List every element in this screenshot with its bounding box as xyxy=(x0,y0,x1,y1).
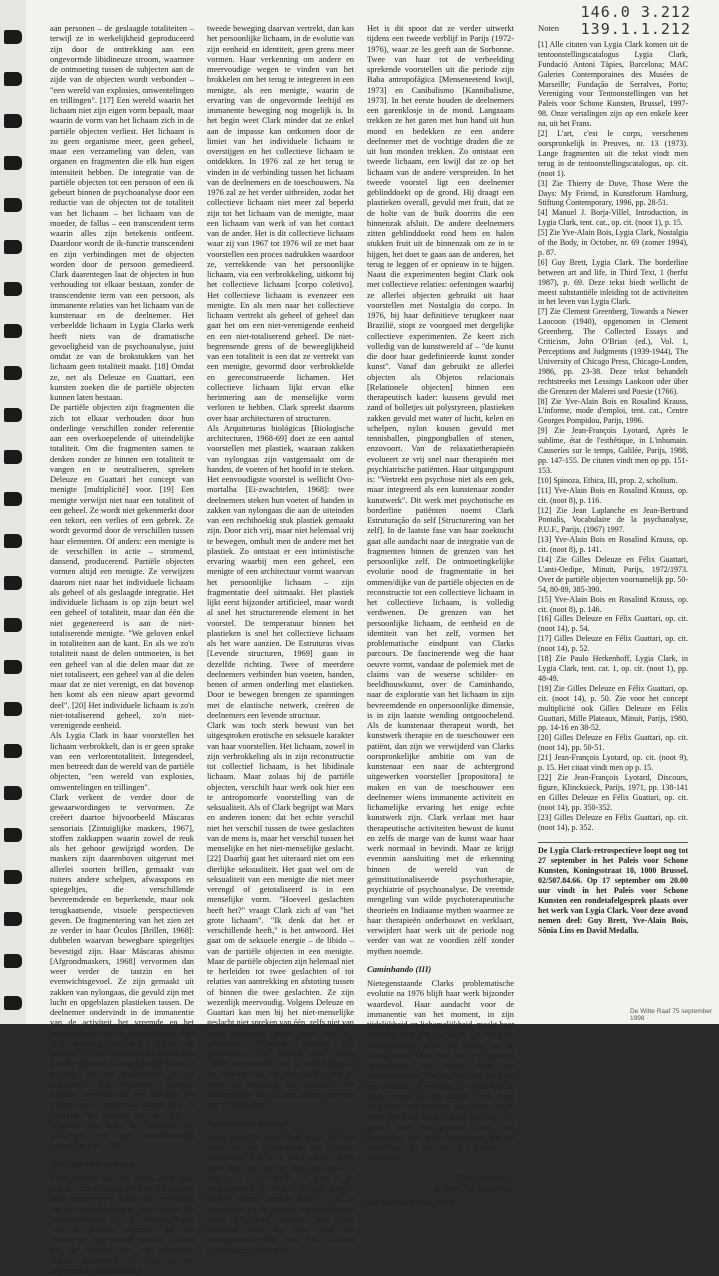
text-column-1 xyxy=(50,24,194,1276)
binding-ring xyxy=(4,198,22,212)
footnote: [9] Zie Jean-François Lyotard, Après le sublime, état de l'esthétique, in L'inhumain. Causeries sur le temps, Galilée, Parijs, 1988, pp. 147-155. De citaten vindt men op pp. 151-153. xyxy=(538,426,688,475)
section-heading: Caminhando (III) xyxy=(367,963,432,974)
exhibition-info: De Lygia Clark-retrospectieve loopt nog tot 27 september in het Paleis voor Schone Kunsten, Koningsstraat 10, 1000 Brussel, 02/507.84.66. Op 17 september om 20.00 uur vindt in het Paleis voor Schone Kunsten een rondetafelgesprek plaats over het werk van Lygia Clark. Voor deze avond nemen deel: Guy Brett, Yve-Alain Bois, Sônia Lins en David Medalla. xyxy=(538,842,688,935)
paragraph: Nietegenstaande Clarks problematische evolutie na 1976 blijft haar werk bijzonder waardevol. Haar aandacht voor de immanentie van het moment, in zijn tijdelijkheid en lichamelijkheid, maakt haar gevoelig voor het vluchtige. Dit komt op exemplarische wijze tot uiting in de Caminhando. Deze doet ons een fragment oppeschorte tijd vatten. Alsof de onneersmoedare vluchtigheid van een gest, een schikking of een toon, de totaliteit in de kiem smoort. En dat, schrijft Clark, moet men "niet veel vergeefs waarnemen om te leren leven op basis van het precaire. Hij gevoel voor het precaire moet men absorberen om in de immanentie van de handeling de zin van het bestaan te ontdekken". xyxy=(367,979,514,1163)
footnote: [21] Jean-François Lyotard, op. cit. (noot 9), p. 15. Het citaat vindt men op p. 15. xyxy=(538,753,688,773)
paragraph: Clark begrijpt dat men verder moet gaan dan de verbrokkeling, dat men het lichaam moet reconstrueren, zonder de vernietiging van de verbrokkeling te laten vallen. De verworvenheden zijn de verbrokkelingen van de partiële objecten, die het immanente, ongevormde van het lichaam aan de ervaring van het collectieve lichaam doorgeven. Als Clark na een ongevormde verbrokkeling xyxy=(50,1173,194,1275)
footnote: [14] Zie Gilles Deleuze en Félix Guattari, L'anti-Oedipe, Minuit, Parijs, 1972/1973. Over de partiële objecten voornamelijk pp. 50-54, 80-89, 385-390. xyxy=(538,555,688,594)
footnote: [23] Gilles Deleuze en Félix Guattari, op. cit. (noot 14), p. 352. xyxy=(538,812,688,832)
paragraph: Clark verkent de verder door de gewaarwordingen te vervormen. Ze creëert daartoe bijvoorbeeld Máscaras sensoriais [Zintuiglijke maskers, 1967], stoffen zakkappen waarin zowel de reuk als het gehoor gewijzigd worden. De maskers zijn daarenboven uitgerust met allerlei soorten brillen, gemaakt van ruiters andere schelpen, afwasspons en spiegeltjes, die verschillende bevreemdende en beperkende, maar ook terugkaatsende, visuele perspectieven geven. De fragmentering van het zien zet ze verder in haar Óculos [Brillen, 1968]: dubbelen waarvan bewegbare spiegeltjes bevestigd zijn. Haar Máscaras abismo [Afgrondmaskers, 1968] vervormen dan weer verder de tastzin en het evenwichtsgevoel. Ze zijn gemaakt uit zakken van nylongaas, die gevuld zijn met lucht en opgeblazen plastieken tassen. De deelnemer ondervindt in de immanentie van de activiteit het vreemde en het bevreemdende van de ruimtelijkheid. Het is de ervaring van wat het lichaam als menigte, als niet-totaliseerbaar geheel van partiële objecten. En tegelijkertijd is het de ervaring van het ongevormde of het immanente. Het immanente waarvan Lyotard vermoedt dat het welzijns het 'eigene' van de mens zou kunnen zijn, en waarvan "het volstaat om het niet te vergeten om zicht te verzetten en, misschien, om niet onrechtvaardig [injuste] te zijn". [21] xyxy=(50,792,194,1151)
footnote: [12] Zie Jean Laplanche en Jean-Bertrand Pontalis, Vocabulaire de la psychanalyse, P.U.F., Parijs, (1967) 1997. xyxy=(538,505,688,535)
binding-ring xyxy=(4,282,22,296)
footnote: [18] Zie Paulo Herkenhoff, Lygia Clark, in Lygia Clark, tent. cat. 1, op. cit. (noot 1), pp. 48-49. xyxy=(538,654,688,683)
binding-ring xyxy=(4,912,22,926)
text-column-3 xyxy=(367,24,514,1208)
paragraph: Clark was toch sterk bewust van het uitgesproken erotische en seksuele karakter van haar voorstellen. Het lichaam, zowel in zijn verbrokkeling als in zijn reconstructie tot collectief lichaam, is het libidinale lichaam. Maar zolaas bij de partiële objecten, verschilt haar werk ook hier een te antropomorfe voorstelling van de seksualiteit. Als of Clark begrijpt wat Marx en anderen tonen: dat het echte verschil niet het verschil tussen de twee geslachten van de mens is, maar het verschil tussen het menselijke en het niet-menselijke geslacht. [22] Daarbij gaat het uiteraard niet om een dierlijke seksualiteit. Het gaat wel om de seksualiteit van een menigte die niet meer verengd of getotaliseerd is in een menselijke vorm. "Hoeveel geslachten heeft het?" vraagt Clark zich af van "het grote lichaam". "Ik denk dat het er verschillende heeft," is het antwoord. Het gaat om de seksuele energie – de libido – van de partiële objecten in een menigte. Maar de partiële objecten zijn helemaal niet te herleiden tot twee geslachten of tot relaties van aantrekking en afstoting tussen of binnen die twee geslachten. Ze zijn wezenlijk meervoudig. Volgens Deleuze en Guattari kan men bij het niet-menselijke geslacht niet spreken van één, zelfs niet van twee geslachten, maar enkel van n... geslachten. "Vandaar" iedereen zijn geslachten". [23] Telkens weer leiden Clarks experimenten tot de ontdekking en de ervaring van het onmenselijke dat de mens zo menselijk zou maken – het onmenselijke dat we niet mogen vergeten om te herinneren. xyxy=(207,721,354,1110)
paragraph: Begin jaren '70 komt Clark enige tijd niet meer tot het formuleren van nieuwe voorstellen. Wat er in 1960 schrijft, geldt meer dan ooit: "Ik ben moe. Het leven is lang ... [...] De liefde, ze gaat in de werkwoorden. Ik denk/ik denk/ik denk/ik denk/je willen / denk/je denk/je ... ik en geschreven uit de periode van Pensamento mudo [Zwijgend denken] gaat haar aandacht meer en meer naar het zintuigoverschrijden van het lichaam [fantasmática do corpo]. xyxy=(207,1132,354,1255)
binding-ring xyxy=(4,492,22,506)
footnote: [11] Yve-Alain Bois en Rosalind Krauss, op. cit. (noot 8), p. 116. xyxy=(538,485,688,505)
notes-list xyxy=(538,40,688,833)
binding-ring xyxy=(4,828,22,842)
binding-ring xyxy=(4,366,22,380)
binding-ring xyxy=(4,660,22,674)
author-signature xyxy=(367,1174,514,1194)
acknowledgement: Met dank aan Herman Parret xyxy=(367,1197,455,1207)
binding-ring xyxy=(4,744,22,758)
binding-ring xyxy=(4,954,22,968)
handwritten-line-2: 139.1.1.212 xyxy=(580,20,691,38)
footnote: [2] L'art, c'est le corps, verschenen oorspronkelijk in Preuves, nr. 13 (1973). Lange fragmenten uit die tekst vindt men terug in de tentoonstellingscatalogus, op. cit. (noot 1). xyxy=(538,129,688,178)
section-heading: Het collectieve lichaam xyxy=(50,1158,135,1169)
binding-ring xyxy=(4,156,22,170)
binding-ring xyxy=(4,240,22,254)
paragraph: Als Lygia Clark in haar voorstellen het lichaam verbrokkelt, dan is er geen sprake van een verlorentotaliteit. Integendeel, men betreedt dan de wereld van de partiële objecten, "een wereld van explosies, omwentelingen en trillingen". xyxy=(50,731,194,792)
notes-title: Noten xyxy=(538,23,560,33)
author-name-1: Hilde Van Gelder xyxy=(456,1173,514,1183)
footnote: [7] Zie Clement Greenberg, Towards a Newer Laocoon (1940), opgenomen in Clement Greenberg. The Collected Essays and Criticism, John O'Brian (ed.), Vol. 1, Perceptions and Judgments (1939-1944), The University of Chicago Press, Chicago-Londen, 1986, pp. 23-38. Deze tekst behandelt rechtstreeks met Lessings Laokoon oder über die Grenzen der Malerei und Poesie (1766). xyxy=(538,307,688,396)
footnote: [20] Gilles Deleuze en Félix Guattari, op. cit. (noot 14), pp. 50-51. xyxy=(538,733,688,753)
binding-ring xyxy=(4,870,22,884)
binding-ring xyxy=(4,618,22,632)
binding-ring xyxy=(4,324,22,338)
binding-ring xyxy=(4,996,22,1010)
notes-column xyxy=(538,24,688,936)
page-footer: De Witte Raaf 75 september 1998 xyxy=(630,1008,713,1022)
binding-ring xyxy=(4,450,22,464)
binding-ring xyxy=(4,534,22,548)
footnote: [19] Zie Gilles Deleuze en Félix Guattari, op. cit. (noot 14), p. 50. Zie voor het concept multiplicité ook Gilles Deleuze en Félix Guattari, Mille Plateaux, Minuit, Parijs, 1980, pp. 14-16 en 38-52. xyxy=(538,683,688,733)
paragraph: Het is dit spoor dat ze verder uitwerkt tijdens een tweede verblijf in Parijs (1972-1976), waar ze les geeft aan de Sorbonne. Twee van haar tot de verbeelding sprekende voorstellen uit die periode zijn Baba antropofágica [Menseneetend kwijl, 1973] en Canibalismo [Kannibalisme, 1973]. In het eerste houden de deelnemers een garenklosje in de mond. Langzaam trekken ze het garen met hun hand uit hun mond en bedekken ze een andere deelnemer met de vochtige draden die ze uit hun monden trekken. Zo ontstaat een tweede lichaam, een kwijl dat ze op het lichaam van de andere verspreiden. In het tweede voorstel ligt een deelnemer geblinddoekt op de grond. Hij draagt een plastieken overall, gevuld met fruit, dat ze de holte van de buik doorrits die een binnenzak afsluit. De andere deelnemers zitten geblinddoekt rond hem en halen stukken fruit uit de binnenzak om ze in te hijgen, het doet te gaan aan de anderen, het terug te leggen of er opnieuw in te hijgen. Naast die experimenten begint Clark ook met collectieve relaties: oefeningen waarbij ze allerlei objecten gebruikt uit haar voorstellen met Nostalgia do corpo. In 1976, bij haar definitieve terugkeer naar Brazilië, stopt ze voorgoed met dergelijke collectieve experimenten. Ze keert zich volledig van de kunstwereld af – "de kunst die door haar gedefinieerde kunst zonder kunst". Vanaf dan gebruikt ze allerlei objecten als Objetos relacionais [Relationele objecten] binnen een therapeutisch kader: kussens gevuld met zand of bolletjes uit polystyreen, plastieken zakken gevuld met water of lucht, kelen en schelpen, nylon kousen gevuld met tennisballen, pingpongballen of stenen, enzovoort. Van de relaxatietherapieën evolueert ze vrij snel naar therapieën met psychiatrische patiënten. Haar uitgangspunt is: "Vertrekt een psychose niet als een gek, maar integreerd als een kunstenaar zonder kunstwerk". Dit werk met psychotische en borderline patiënten noemt Clark Estruturação do self [Structurering van het zelf]. In de laatste fase van haar zoektocht gaat alle aandacht naar de integratie van de fragmenten binnen de grenzen van het persoonlijke zelf. De ontmoetingkelijke evolutie nood de fragmentatie in het ommen/dijke van de partiële objecten en de reconstructie tot een collectieve lichaam in het collectieve lichaam, is volledig verdwenen. De grenzen van het persoonlijke lichaam, de eenheid en de identiteit van het zelf, vormen het problematische eindpunt van Clarks parcours. De fascinerende weg die haar oeuvre vormt, vandaar de polemiek met de claims van de weserse schilder- en beeldhouwkunst, over de Caminhando, naar de exploratie van het lichaam in zijn bevreemdende en onpersoonlijke dimensie, is in zijn laatste wending ontgoochelend. Als de kunstenaar therapeut wordt, het kunstwerk therapie en de toeschouwer een patiënt, dan zijn we verwijderd van Clarks oorspronkelijke ambitie om van de kunstenaar een naar de achtergrond uitgewerken voorsteller [propositora] te maken en van de toeschouwer een deelnemer wiens immanente activiteit en lichamelijke ervaring het enige echte kunstwerk zijn. Clark verlaat met haar therapeutische activiteiten bewust de kunst en zelfs de marge van de kunst waar haar werk normaal in bevindt. Maar ze krijgt evenmin aansluiting met de erkenning binnen de wereld van de geinstitutionaliseerde psychotherapie, psychiatrie of psychoanalyse. De vreemde mengeling van wilde psychoterapeutische theorieën en Indiaanse mythen waarmee ze haar therapieën onderbouwt en verklaart, verwijdert haar werk uit de periode nog verder van wat ze voordien zélf zonder mythen noemde. xyxy=(367,24,514,956)
binding-ring xyxy=(4,786,22,800)
footnote: [5] Zie Yve-Alain Bois, Lygia Clark, Nostalgia of the Body, in October, nr. 69 (zomer 1994), p. 87. xyxy=(538,228,688,257)
author-name-2: & Pieter Van Reybrouck xyxy=(433,1183,514,1193)
footnote: [15] Yve-Alain Bois en Rosalind Krauss, op. cit. (noot 8), p. 146. xyxy=(538,594,688,614)
section-heading: Fantasmática do corpo xyxy=(207,1117,289,1128)
paragraph: Als Arquiteturas biológicas [Biologische architecturen, 1968-69] doet ze een aantal voorstellen met plastiek, waaraan zakken van nylongaas zijn vastgemaakt om de handen, de voeten of het hoofd in te steken. Het eenvoudigste voorstel is wellicht Ovo-mortalha [Ei-zwachtelen, 1968]: twee deelnemers steken hun voeten of handen in zakken van nylongaas die aan de uiteinden van een rechthoekig stuk plastiek gemaakt zijn. Door zich vrij, maar niet helemaal vrij te bewegen, omhult men de andere met het plastiek. Zo ontstaat er een intimistische ervaring waarbij men een geheel, een menigte of een architectuur vormt waarvan het persoonlijke lichaam – zijn fragmentatie deel uitmaakt. Het plastiek lijkt eerst bijzonder artificieel, maar wordt al snel het structurerende element in het voorstel. De temperatuur binnen het plastieken is snel het collectieve lichaam als het ware aanzien. De Estruturas vivas [Levende structuren, 1969] gaan in dezelfde richting. Twee of meerdere deelnemers verbinden hun voeten, handen, benen of armen onderling met elastieken. Door te bewegen brengen ze spanningen met de elastische netwerk, creëren de deelnemers een levende structuur. xyxy=(207,423,354,720)
footnote: [8] Zie Yve-Alain Bois en Rosalind Krauss, L'informe, mode d'emploi, tent. cat., Centre Georges Pompidou, Parijs, 1996. xyxy=(538,396,688,426)
footnote: [13] Yve-Alain Bois en Rosalind Krauss, op. cit. (noot 8), p. 141. xyxy=(538,535,688,555)
binding-ring xyxy=(4,702,22,716)
footnote: [4] Manuel J. Borja-Villel, Introduction, in Lygia Clark, tent. cat., op. cit. (noot 1), p. 15. xyxy=(538,208,688,228)
footnote: [17] Gilles Deleuze en Félix Guattari, op. cit. (noot 14), p. 52. xyxy=(538,634,688,654)
footnote: [10] Spinoza, Ethica, III, prop. 2, scholium. xyxy=(538,475,678,485)
footnote: [1] Alle citaten van Lygia Clark komen uit de tentoonstellingscatalogus Lygia Clark, Fundació Antoni Tàpies, Barcelona; MAC Galeries Contemporaines des Musées de Marseille; Fundação de Serralves, Porto; Vereniging voor Tentoonstellingen van het Paleis voor Schone Kunsten, Brussel, 1997-98. Onze vertalingen zijn op een enkele keer na, uit het Frans. xyxy=(538,39,688,129)
footnote: [22] Zie Jean-François Lyotard, Discours, figure, Klincksieck, Parijs, 1971, pp. 138-141 en Gilles Deleuze en Félix Guattari, op. cit. (noot 14), pp. 350-352. xyxy=(538,772,688,812)
paragraph: aan personen – de geslaagde totaliteiten – terwijl ze in werkelijkheid geproduceerd zijn door de onttrekking aan een ongevormde libidineuze stroom, waarmee de ontmoeting tussen de subjecten aan de zijde van de objecten wordt verbonden – "een wereld van explosies, omwentelingen en trillingen". [17] Een wereld waarin het lichaam niet zijn eigen vorm bepaalt, maar waarin de vorm van het lichaam zich in de partiële objecten verliest. Het lichaam is zo geen organisme meer, geen geheel, maar een verzameling van delen, van organen en fragmenten die elk hun eigen intensiteit hebben. De integratie van de partiële objecten tot een persoon of een ik gebeurt binnen de psychoanalyse door een reductie van de objecten tot de totaliteit van het lichaam – het lichaam van de moeder, de fallus – een transcendent term waarin alles zijn betekenis ontleent. Daardoor wordt de ik-functie transcendent en zijn verbindingen met de objecten worden door de persoon gemedieerd. Clark daarentegen laat de objecten in hun verhouding tot elkaar bestaan, zonder de transcendente term van een persoon, als immanente relaties van het lichaam van de kunstenaar en de deelnemer. Het verbeeldde lichaam in Lygia Clarks werk heeft niets van de dramatische gevoeligheid van de psychoanalyse, juist omdat ze van de brokstukken van het lichaam geen totaliteit maakt. [18] Omdat ze, net als Deleuze en Guattari, een kunsten zoeken die de partiële objecten kunnen laten bestaan. xyxy=(50,24,194,402)
paragraph: De partiële objecten zijn fragmenten die zich tot elkaar verhouden door hun onderlinge verschillen zonder referentie aan een overkoepelende of uiteindelijke totaliteit. Om die fragmenten samen te denken zonder ze binnen een totaliteit te vangen en te neutraliseren, spreken Deleuze en Guattari het concept van menigte [multiplicité] voor. [19] Een menigte verwijst niet naar een totaliteit of een geheel. Ze wordt niet gekenmerkt door een tekort, een verlies of een gebrek. Ze wordt gevormd door de verschillen tussen haar elementen. Of anders: een menigte is de verschillen in actie – stromend, dansend, producerend. Partiële objecten vormen altijd een menigte. Ze verwijzen daarom niet naar het individuele lichaam als geheel of als geslaagde integratie. Het individuele lichaam is op zijn beurt wel een geheel of totaliteit, maar dan één die niet gegenereerd is aan de niet-totaliserende menigte. "We geloven enkel in totaliteiten aan de kant. En als we zo'n totaliteit naast de delen ontmoeten, is het een geheel van al die delen maar dat ze niet totaliseert, een geheel van al die delen maar dat ze niet verenigt, en dat bovenop hen komt als een nieuw apart gevormd deel". [20] Het individuele lichaam is zo'n niet-totaliserend geheel, zo'n niet-verenigende eenheid. xyxy=(50,403,194,730)
binding-ring xyxy=(4,408,22,422)
footnote: [6] Guy Brett, Lygia Clark. The borderline between art and life, in Third Text, 1 (herfst 1987), p. 69. Deze tekst biedt wellicht de meest substantiële inleiding tot de activiteiten in het leven van Lygia Clark. xyxy=(538,257,688,307)
paragraph: tweede beweging daarvan vertrekt, dan kan het persoonlijke lichaam, in de evolutie van zijn eenheid en identiteit, geen grens meer vormen. Haar verkenning om andere en meervoudige wegen te vinden van het brokkelen om het terug te integreren in een menigte, als een menigte, waarin de ervaring van de ongevormde leeftijd en immanente beweging nog mogelijk is. In het begin weet Clark minder dat ze enkel aan de impasse kan ontkomen door de limiet van het individuele lichaam te overstijgen en het collectieve lichaam te ontdekken. In 1976 zal ze het terug te vinden in de verbinding tussen het lichaam van de deelnemers en de toeschouwers. Na 1976 zal ze het verder uitbreiden, zodat het collectieve lichaam niet meer zal beperkt zijn tot het lichaam van de menigte, maar een lichaam van werk of van het contact van de ander. Het is dit collectieve lichaam waar zij van 1967 tot 1976 wil ze met haar voorstellen een proces nadrukken waardoor ze, verrekkende van het persoonlijke lichaam, via een verbrokkeling, uitkomt bij het collectieve lichaam [corpo coletivo]. Het collectieve lichaam is evenzeer een menigte. En als men naar het collectieve lichaam vertrekt als geheel of geheel dan gaat het om een niet-verenigende eenheid en een niet-totaliserend geheel. De niet-begrensende grens of de beweeglijkheid van een totaliteit is een dat ze vertrekt van een menigte, gevormd door verbrokkelde en gereconstrueerde lichamen. Het collectieve lichaam lijkt ervan elke herinnering aan de menselijke vorm verloren te hebben. Clark spreekt daarom over haar architecturen of structuren. xyxy=(207,24,354,423)
binding-ring xyxy=(4,30,22,44)
footnote: [3] Zie Thierry de Duve, Those Were the Days: My Friend, in Kunstforum Hamburg, Stiftung Contemporary, 1996, pp. 28-51. xyxy=(538,178,688,208)
binding-ring xyxy=(4,576,22,590)
footnote: [16] Gilles Deleuze en Félix Guattari, op. cit. (noot 14), p. 54. xyxy=(538,614,688,634)
spiral-binding xyxy=(0,0,26,1024)
handwritten-line-1: 146.0 3.212 xyxy=(580,3,691,21)
text-column-2 xyxy=(207,24,354,1256)
binding-ring xyxy=(4,114,22,128)
binding-ring xyxy=(4,72,22,86)
